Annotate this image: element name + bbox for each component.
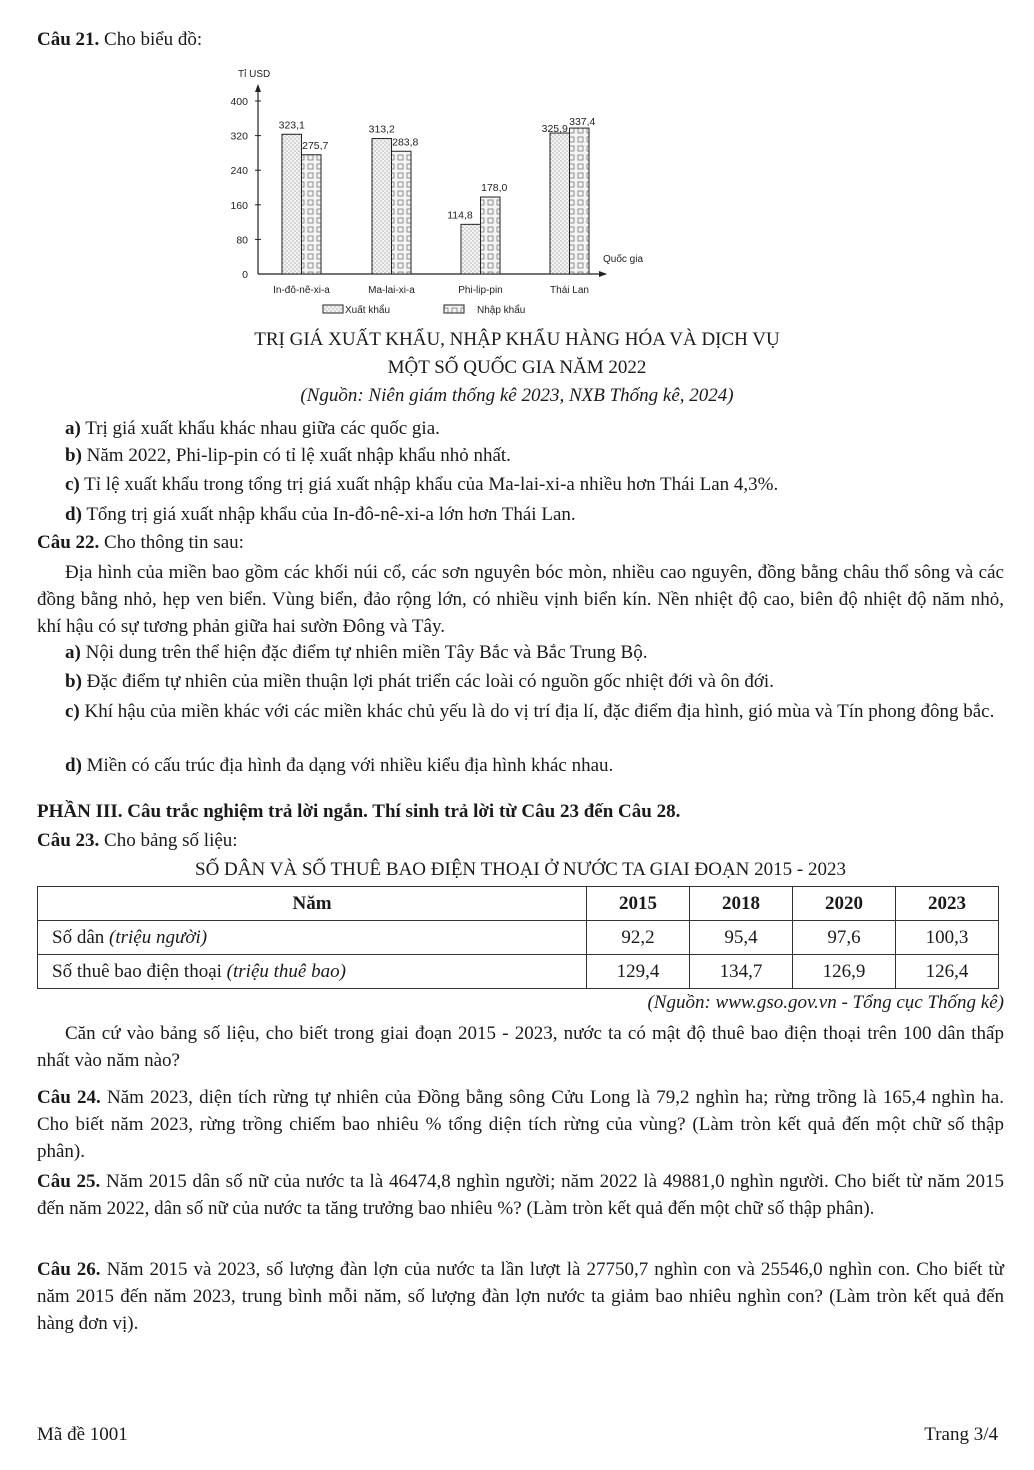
header-2015: 2015	[587, 887, 690, 921]
page-number: Trang 3/4	[924, 1424, 998, 1445]
bar-export	[282, 134, 302, 274]
x-axis-arrow	[599, 271, 607, 277]
data-label: 325,9	[541, 123, 568, 136]
q22-intro: Câu 22. Cho thông tin sau:	[37, 532, 244, 553]
q22-option-c: c) Khí hậu của miền khác với các miền khác chủ yếu là do vị trí địa lí, đặc điểm địa hình, gió mùa và Tín phong đông bắc.	[65, 701, 995, 722]
chart-labels	[273, 116, 595, 296]
bar-chart	[0, 0, 1034, 330]
population-subscriber-table	[37, 886, 999, 989]
chart-source: (Nguồn: Niên giám thống kê 2023, NXB Thống kê, 2024)	[300, 385, 734, 406]
legend-swatch-export	[323, 305, 343, 313]
q21-option-c: c) Tỉ lệ xuất khẩu trong tổng trị giá xuất nhập khẩu của Ma-lai-xi-a nhiều hơn Thái Lan 4,3%.	[65, 474, 779, 495]
table-title: SỐ DÂN VÀ SỐ THUÊ BAO ĐIỆN THOẠI Ở NƯỚC TA GIAI ĐOẠN 2015 - 2023	[195, 859, 846, 880]
y-axis-arrow	[255, 84, 261, 92]
table-cell: 100,3	[896, 921, 999, 955]
q22-option-b: b) Đặc điểm tự nhiên của miền thuận lợi phát triển các loài có nguồn gốc nhiệt đới và ôn đới.	[65, 671, 774, 692]
x-axis-label: Quốc gia	[603, 254, 644, 265]
data-label: 283,8	[392, 136, 419, 149]
bar-export	[372, 139, 392, 274]
table-cell: 134,7	[690, 955, 793, 989]
y-tick-label: 0	[242, 269, 248, 281]
q23-question: Căn cứ vào bảng số liệu, cho biết trong giai đoạn 2015 - 2023, nước ta có mật độ thuê bao điện thoại trên 100 dân thấp nhất vào năm nào?	[37, 1023, 1004, 1071]
exam-code: Mã đề 1001	[37, 1424, 128, 1445]
q21-option-d: d) Tổng trị giá xuất nhập khẩu của In-đô-nê-xi-a lớn hơn Thái Lan.	[65, 504, 576, 525]
q26: Câu 26. Năm 2015 và 2023, số lượng đàn lợn của nước ta lần lượt là 27750,7 nghìn con và 25546,0 nghìn con. Cho biết từ năm 2015 đến năm 2023, trung bình mỗi năm, số lượng đàn lợn nước ta giảm bao nhiêu nghìn con? (Làm tròn kết quả đến hàng đơn vị).	[37, 1259, 1004, 1334]
table-cell: 95,4	[690, 921, 793, 955]
q23-label: Câu 23.	[37, 830, 100, 851]
table-source: (Nguồn: www.gso.gov.vn - Tổng cục Thống kê)	[647, 992, 1004, 1013]
q22-label: Câu 22.	[37, 532, 100, 553]
bar-import	[302, 155, 322, 274]
bar-import	[570, 128, 590, 274]
bar-export	[461, 224, 481, 274]
y-tick-label: 160	[230, 199, 248, 212]
y-tick-label: 400	[230, 96, 248, 108]
data-label: 178,0	[481, 182, 508, 195]
y-axis-label: Tỉ USD	[238, 69, 271, 80]
q21-option-a: a) Trị giá xuất khẩu khác nhau giữa các quốc gia.	[65, 418, 440, 439]
data-label: 323,1	[278, 119, 305, 132]
data-label: 337,4	[569, 116, 596, 129]
data-label: 275,7	[302, 139, 329, 152]
header-year: Năm	[38, 887, 587, 921]
row-label: Số dân (triệu người)	[38, 921, 587, 955]
table-row	[38, 921, 999, 955]
q22-paragraph: Địa hình của miền bao gồm các khối núi cổ, các sơn nguyên bóc mòn, nhiều cao nguyên, đồng bằng châu thổ sông và các đồng bằng nhỏ, hẹp ven biển. Vùng biển, đảo rộng lớn, có nhiều vịnh biển kín. Nền nhiệt độ cao, biên độ nhiệt độ năm nhỏ, khí hậu có sự tương phản giữa hai sườn Đông và Tây.	[37, 562, 1004, 637]
y-tick-label: 240	[230, 165, 248, 178]
chart-legend	[323, 304, 525, 316]
q24-label: Câu 24.	[37, 1087, 101, 1108]
x-tick-label: Thái Lan	[550, 285, 589, 296]
q22-option-a: a) Nội dung trên thể hiện đặc điểm tự nhiên miền Tây Bắc và Bắc Trung Bộ.	[65, 642, 648, 663]
data-label: 114,8	[447, 209, 473, 222]
chart-title-line1: TRỊ GIÁ XUẤT KHẨU, NHẬP KHẨU HÀNG HÓA VÀ DỊCH VỤ	[254, 329, 780, 350]
legend-label: Xuất khẩu	[345, 305, 391, 316]
q21-option-b: b) Năm 2022, Phi-lip-pin có tỉ lệ xuất nhập khẩu nhỏ nhất.	[65, 445, 511, 466]
y-tick-label: 80	[236, 234, 248, 247]
header-2023: 2023	[896, 887, 999, 921]
data-label: 313,2	[368, 123, 395, 136]
q22-option-d: d) Miền có cấu trúc địa hình đa dạng với nhiều kiểu địa hình khác nhau.	[65, 755, 614, 776]
table-cell: 129,4	[587, 955, 690, 989]
q21-label: Câu 21.	[37, 29, 100, 50]
q25: Câu 25. Năm 2015 dân số nữ của nước ta là 46474,8 nghìn người; năm 2022 là 49881,0 nghìn người. Cho biết từ năm 2015 đến năm 2022, dân số nữ của nước ta tăng trưởng bao nhiêu %? (Làm tròn kết quả đến một chữ số thập phân).	[37, 1171, 1004, 1219]
table-cell: 97,6	[793, 921, 896, 955]
header-2020: 2020	[793, 887, 896, 921]
table-cell: 126,4	[896, 955, 999, 989]
chart-title-line2: MỘT SỐ QUỐC GIA NĂM 2022	[387, 357, 647, 378]
q26-label: Câu 26.	[37, 1259, 101, 1280]
q25-label: Câu 25.	[37, 1171, 101, 1192]
x-tick-label: In-đô-nê-xi-a	[273, 285, 330, 296]
table-cell: 92,2	[587, 921, 690, 955]
bar-import	[392, 151, 412, 274]
x-tick-label: Ma-lai-xi-a	[368, 285, 415, 296]
bar-export	[550, 133, 570, 274]
row-label: Số thuê bao điện thoại (triệu thuê bao)	[38, 955, 587, 989]
y-tick-label: 320	[230, 130, 248, 143]
table-header-row	[38, 887, 999, 921]
q24: Câu 24. Năm 2023, diện tích rừng tự nhiên của Đồng bằng sông Cửu Long là 79,2 nghìn ha; rừng trồng là 165,4 nghìn ha. Cho biết năm 2023, rừng trồng chiếm bao nhiêu % tổng diện tích rừng của vùng? (Làm tròn kết quả đến một chữ số thập phân).	[37, 1087, 1004, 1162]
x-tick-label: Phi-lip-pin	[458, 285, 503, 296]
legend-swatch-import	[444, 305, 464, 313]
header-2018: 2018	[690, 887, 793, 921]
q23-intro: Câu 23. Cho bảng số liệu:	[37, 830, 238, 851]
q21-intro-text: Cho biểu đồ:	[99, 29, 203, 50]
legend-label: Nhập khẩu	[477, 305, 526, 316]
bar-import	[481, 197, 501, 274]
part3-heading: PHẦN III. Câu trắc nghiệm trả lời ngắn. Thí sinh trả lời từ Câu 23 đến Câu 28.	[37, 801, 681, 822]
table-row	[38, 955, 999, 989]
table-cell: 126,9	[793, 955, 896, 989]
